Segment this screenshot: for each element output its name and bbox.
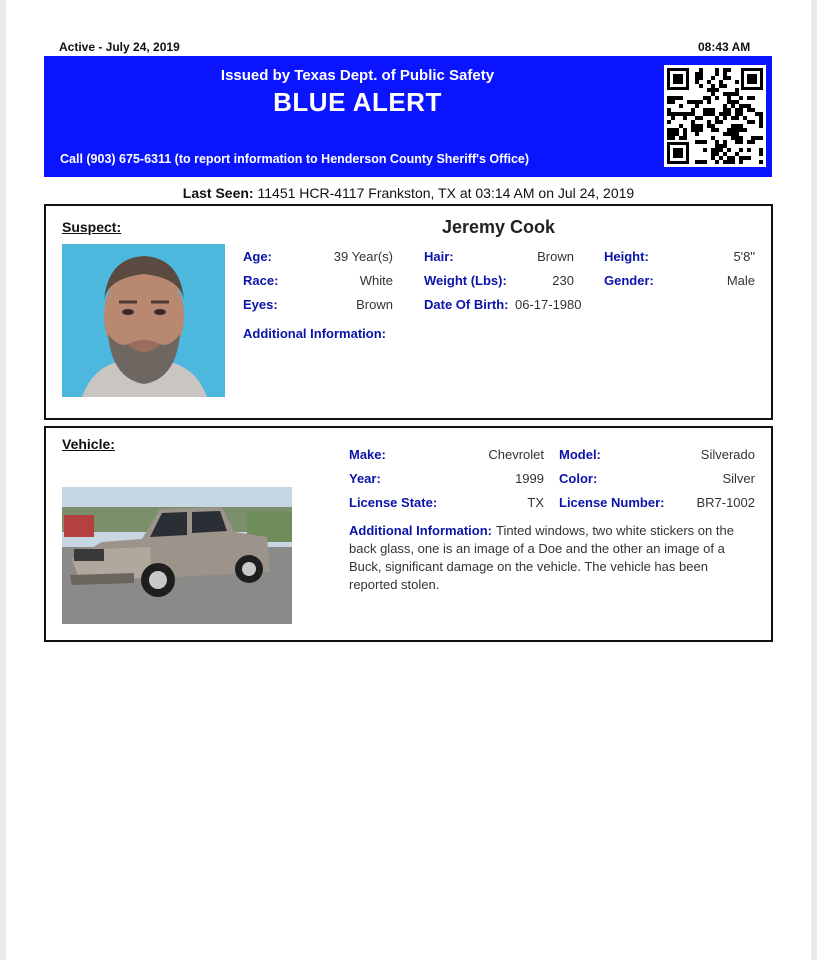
suspect-label: Suspect: [62,219,122,235]
dob-value: 06-17-1980 [515,297,582,312]
weight-label: Weight (Lbs): [424,273,507,288]
last-seen-label: Last Seen: [182,185,254,201]
hair-value: Brown [537,249,574,264]
vehicle-label: Vehicle: [62,436,115,452]
year-label: Year: [349,471,381,486]
weight-value: 230 [552,273,574,288]
model-value: Silverado [700,447,755,462]
gender-label: Gender: [604,273,654,288]
age-label: Age: [243,249,272,264]
last-seen-value: 11451 HCR-4117 Frankston, TX at 03:14 AM on Jul 24, 2019 [257,185,635,201]
alert-title: BLUE ALERT [273,87,442,117]
race-label: Race: [243,273,279,288]
color-label: Color: [559,471,598,486]
suspect-section [44,204,773,420]
license-number-value: BR7-1002 [696,495,755,510]
suspect-additional-label: Additional Information: [243,326,386,341]
license-number-label: License Number: [559,495,665,510]
color-value: Silver [722,471,755,486]
age-value: 39 Year(s) [333,249,393,264]
issued-by-text: Issued by Texas Dept. of Public Safety [220,67,495,84]
alert-page [6,0,811,960]
model-label: Model: [559,447,601,462]
license-state-label: License State: [349,495,438,510]
make-label: Make: [349,447,386,462]
blue-alert-banner [44,56,772,177]
suspect-photo [62,244,225,397]
eyes-label: Eyes: [243,297,278,312]
vehicle-additional-text: Tinted windows, two white stickers on the back glass, one is an image of a Doe and the other an image of a Buck, significant damage on the vehicle. The vehicle has been reported stolen. [349,523,734,592]
license-state-value: TX [527,495,544,510]
eyes-value: Brown [356,297,393,312]
gender-value: Male [726,273,755,288]
last-seen-line [6,185,811,201]
vehicle-section [44,426,773,642]
vehicle-additional-info [349,522,744,594]
hair-label: Hair: [424,249,454,264]
qr-code-icon [664,65,766,167]
vehicle-photo [62,487,292,624]
status-time: 08:43 AM [698,40,751,54]
dob-label: Date Of Birth: [424,297,509,312]
vehicle-additional-label: Additional Information: [349,523,492,538]
height-value: 5'8" [733,249,755,264]
call-line: Call (903) 675-6311 (to report information to Henderson County Sheriff's Office) [60,152,530,166]
height-label: Height: [604,249,649,264]
status-date: Active - July 24, 2019 [59,40,180,54]
year-value: 1999 [515,471,544,486]
make-value: Chevrolet [488,447,544,462]
suspect-name: Jeremy Cook [442,217,556,237]
race-value: White [359,273,393,288]
